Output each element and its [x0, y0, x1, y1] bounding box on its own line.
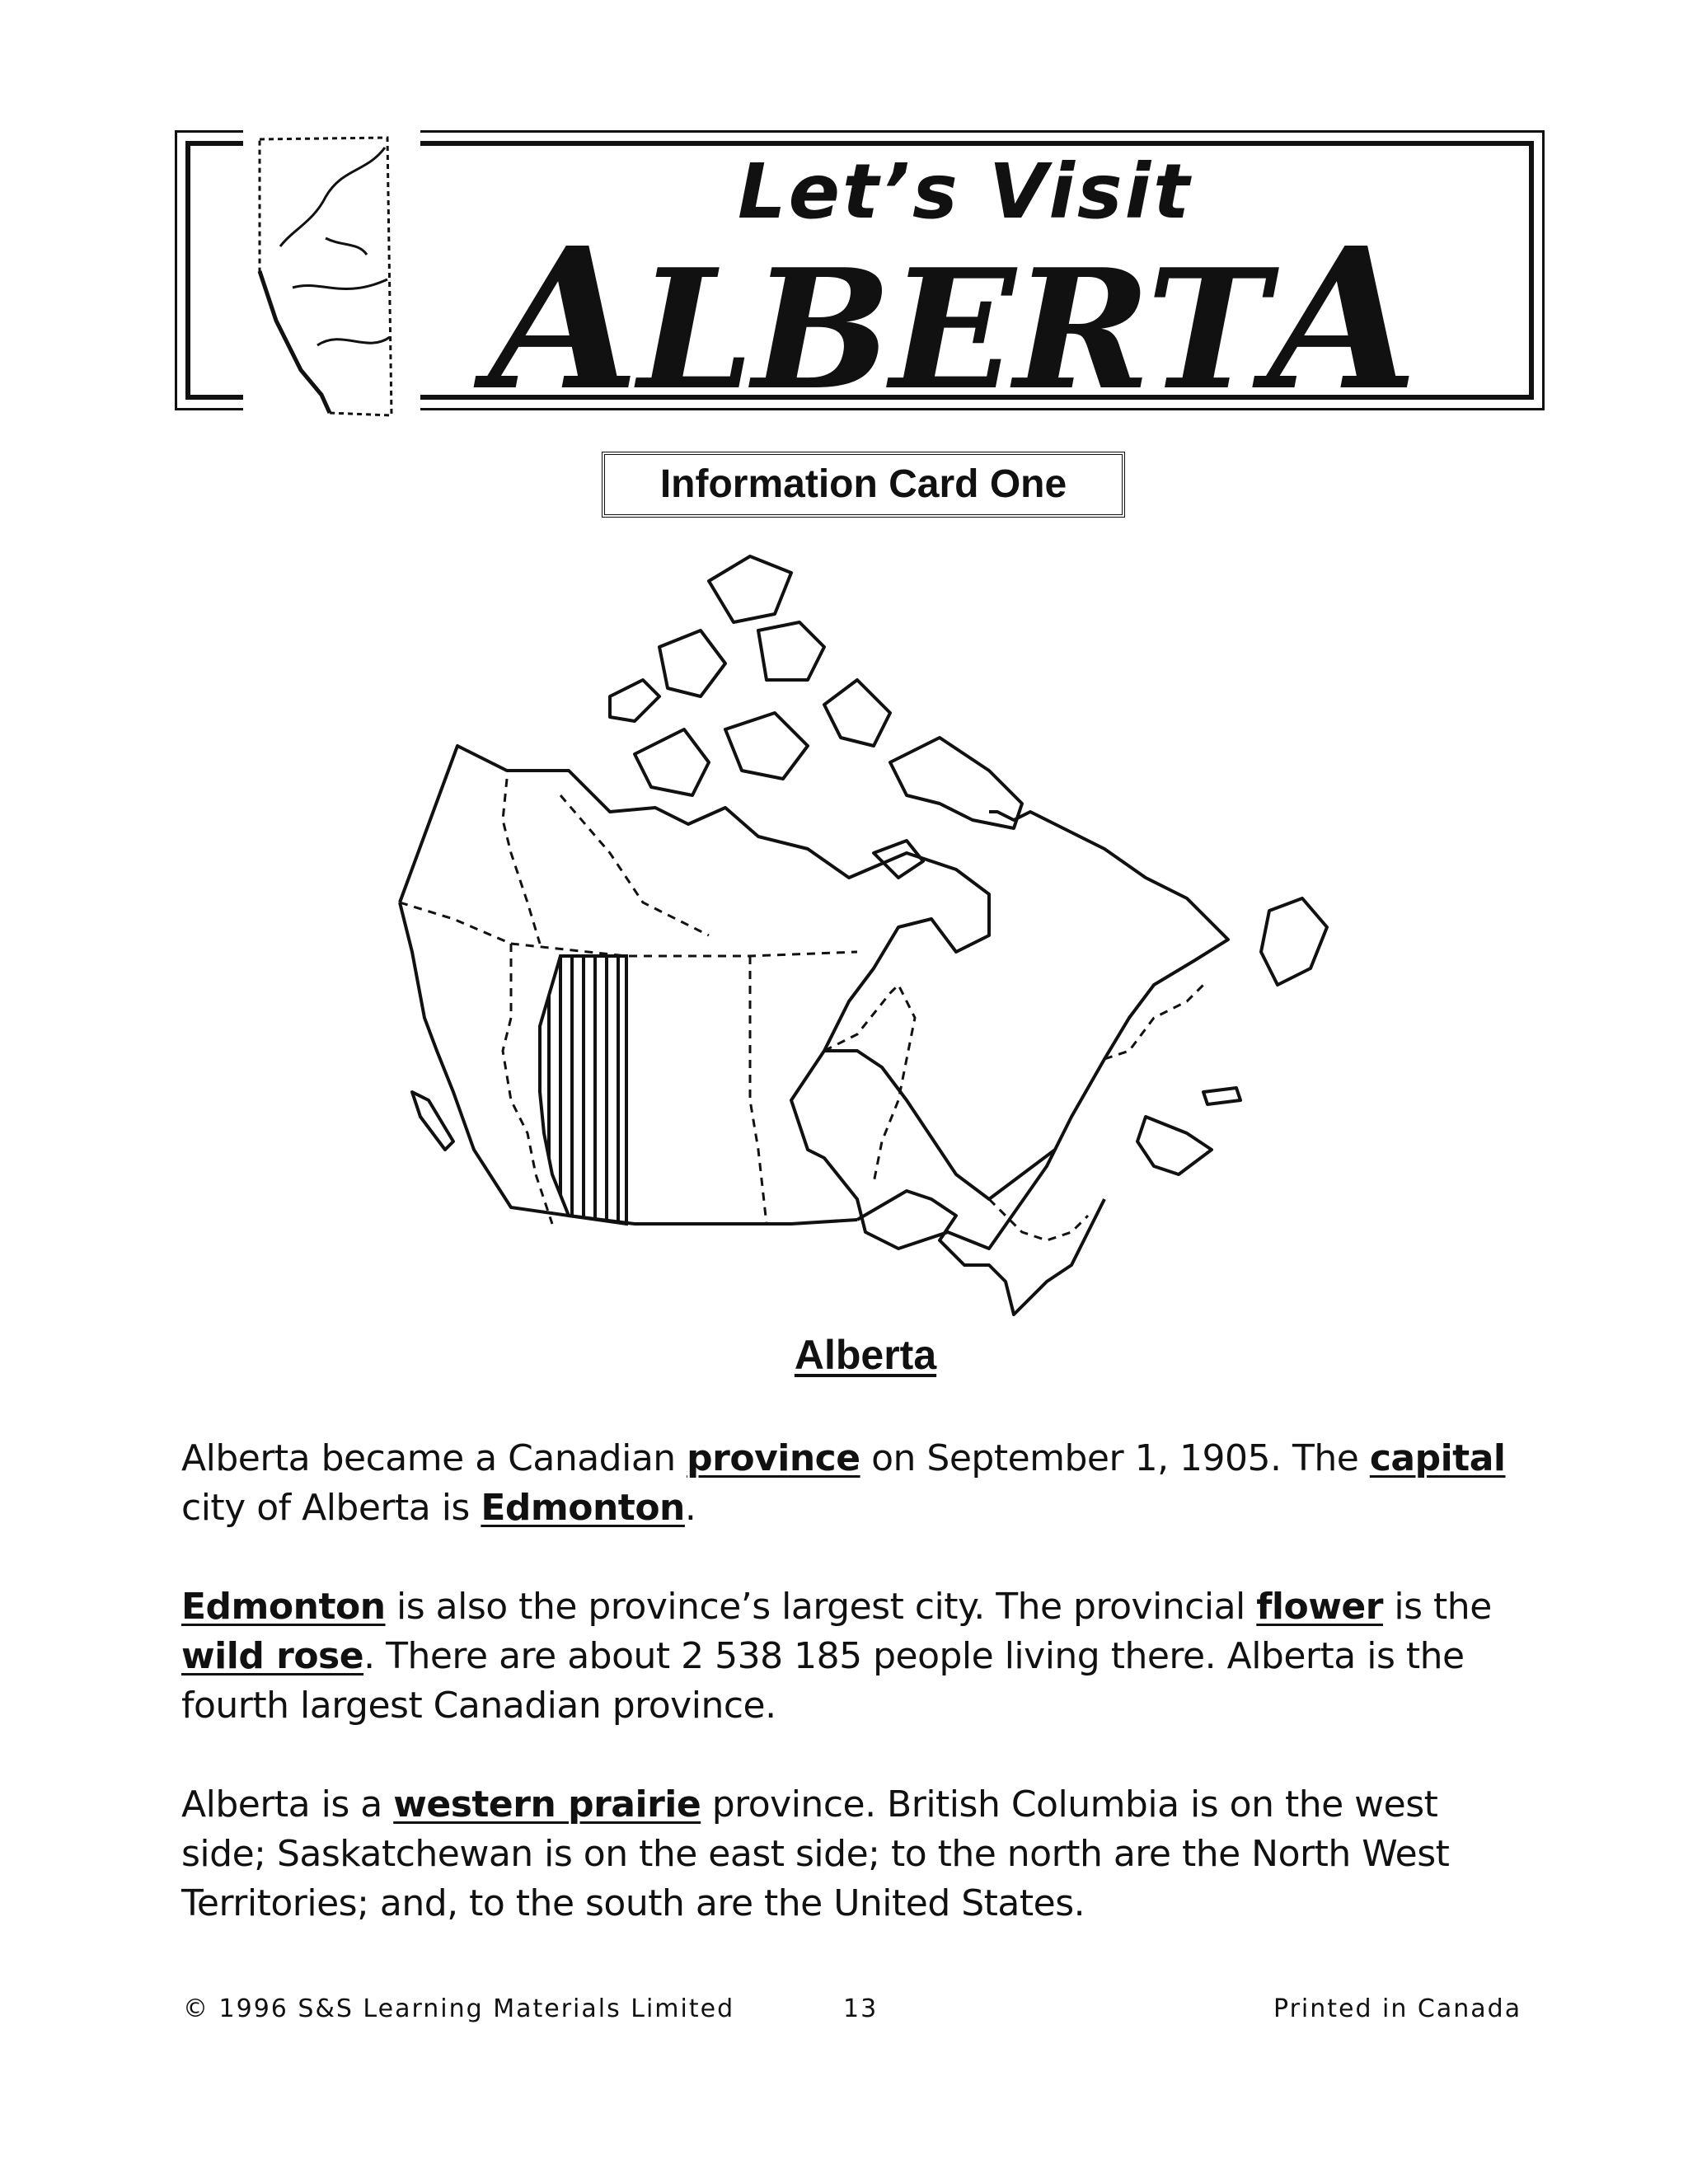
newfoundland — [1261, 898, 1327, 985]
footer-copyright: © 1996 S&S Learning Materials Limited — [183, 1994, 735, 2023]
footer-page-number: 13 — [843, 1994, 879, 2023]
pacific-coast — [400, 902, 857, 1224]
keyword: wild rose — [181, 1635, 364, 1677]
southampton-island — [874, 841, 923, 878]
keyword: Edmonton — [481, 1487, 685, 1529]
keyword: capital — [1369, 1437, 1506, 1479]
yukon-nwt-border — [503, 779, 540, 944]
quebec-labrador-border — [1104, 985, 1203, 1059]
paragraph-text: is also the province’s largest city. The provincial — [385, 1586, 1257, 1628]
pei — [1203, 1088, 1240, 1104]
arctic-island-2 — [659, 630, 725, 696]
great-lakes-coast — [857, 1191, 1104, 1315]
paragraph-1 — [181, 1434, 1533, 1533]
paragraph-text: province. British Columbia is on the west side; Saskatchewan is on the east side; to the north are the North West Territories; and, to the south are the United States. — [181, 1783, 1450, 1924]
keyword: Edmonton — [181, 1586, 386, 1628]
arctic-island-6 — [725, 713, 808, 779]
keyword: province — [687, 1437, 860, 1479]
saskatchewan-manitoba-border — [750, 956, 767, 1224]
title-alberta-middle: LBERT — [638, 233, 1268, 427]
paragraph-text: . — [684, 1487, 696, 1529]
keyword: western prairie — [393, 1783, 701, 1825]
sixty-parallel — [400, 902, 857, 956]
paragraph-text: Alberta is a — [181, 1783, 394, 1825]
title-alberta-first-letter: A — [489, 204, 639, 434]
title-lets-visit: Let’s Visit — [738, 148, 1193, 236]
paragraph-text: city of Alberta is — [181, 1487, 481, 1529]
canada-map — [363, 523, 1401, 1352]
hudson-bay — [824, 1051, 1055, 1199]
paragraph-text: Alberta became a Canadian — [181, 1437, 687, 1479]
map-caption: Alberta — [794, 1332, 937, 1378]
title-alberta — [489, 204, 1417, 434]
arctic-island-4 — [758, 622, 824, 680]
paragraph-3 — [181, 1780, 1533, 1929]
information-card-label: Information Card One — [602, 452, 1125, 518]
keyword: flower — [1256, 1586, 1383, 1628]
paragraph-text: is the — [1382, 1586, 1492, 1628]
paragraph-2 — [181, 1582, 1533, 1731]
footer-printed: Printed in Canada — [1273, 1994, 1522, 2023]
title-banner — [175, 130, 1545, 434]
mainland-outline — [400, 746, 1228, 1249]
nwt-nunavut-border — [560, 795, 709, 935]
title-alberta-last-letter: A — [1267, 204, 1417, 434]
alberta-region — [540, 956, 626, 1224]
ontario-quebec-border — [989, 1199, 1088, 1240]
nova-scotia — [1137, 1117, 1212, 1174]
paragraph-text: on September 1, 1905. The — [860, 1437, 1370, 1479]
arctic-island-3 — [709, 556, 791, 622]
arctic-island-7 — [824, 680, 890, 746]
manitoba-ontario-border — [824, 985, 915, 1183]
arctic-island-1 — [610, 680, 659, 721]
arctic-island-5 — [635, 729, 709, 795]
alberta-outline-icon — [243, 123, 420, 424]
vancouver-island — [412, 1092, 453, 1150]
paragraph-text: . There are about 2 538 185 people living there. Alberta is the fourth largest Canadian province. — [181, 1635, 1465, 1727]
